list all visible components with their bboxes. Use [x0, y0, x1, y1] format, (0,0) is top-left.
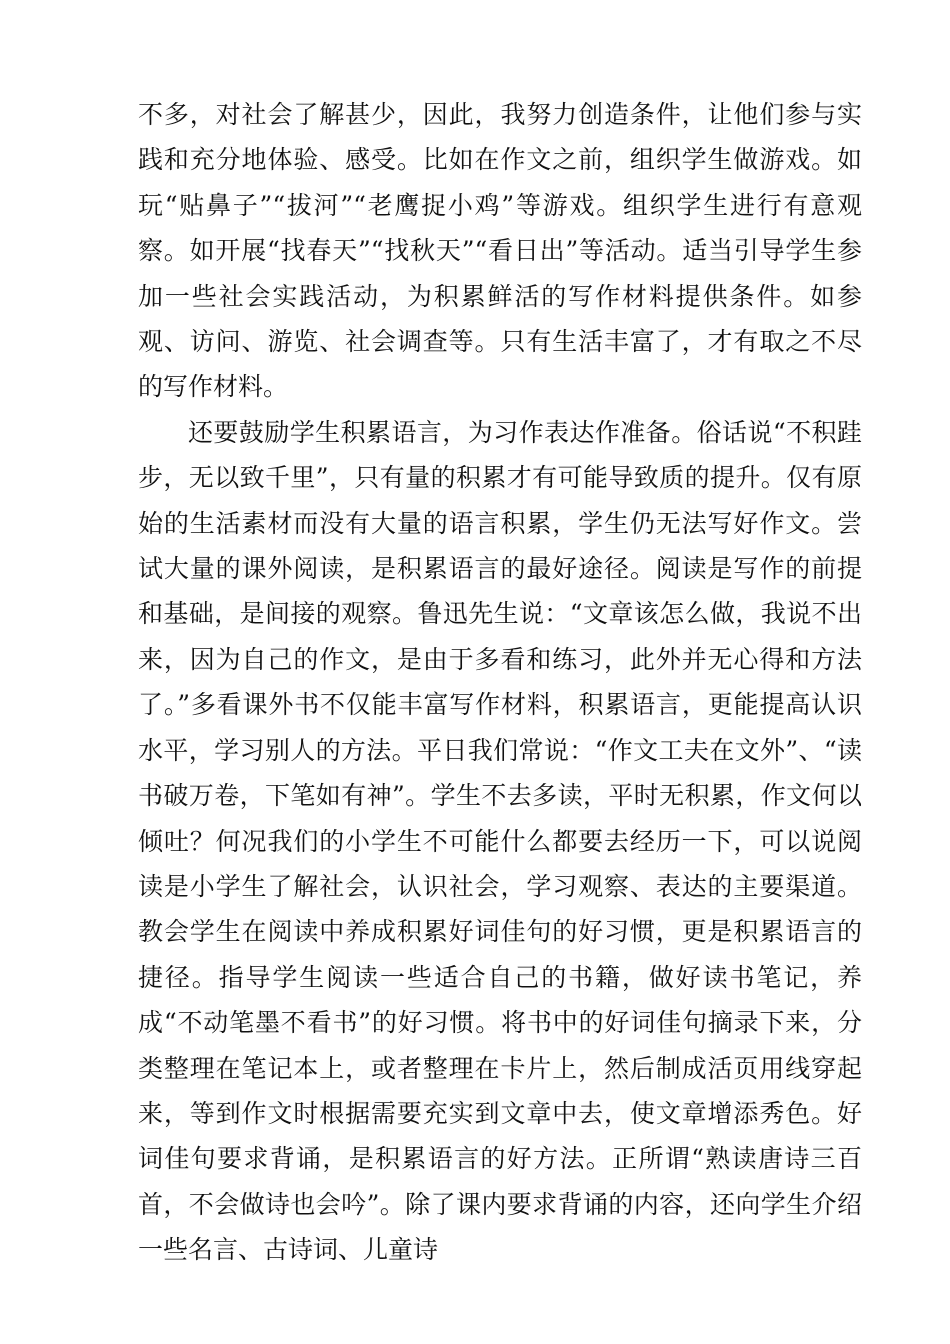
- paragraph-1: 不多，对社会了解甚少，因此，我努力创造条件，让他们参与实践和充分地体验、感受。比如在作文之前，组织学生做游戏。如玩“贴鼻子”“拔河”“老鹰捉小鸡”等游戏。组织学生进行有意观察。如开展“找春天”“找秋天”“看日出”等活动。适当引导学生参加一些社会实践活动，为积累鲜活的写作材料提供条件。如参观、访问、游览、社会调查等。只有生活丰富了，才有取之不尽的写作材料。: [138, 100, 862, 402]
- paragraph-2: 还要鼓励学生积累语言，为习作表达作准备。俗话说“不积跬步，无以致千里”，只有量的积累才有可能导致质的提升。仅有原始的生活素材而没有大量的语言积累，学生仍无法写好作文。尝试大量的课外阅读，是积累语言的最好途径。阅读是写作的前提和基础，是间接的观察。鲁迅先生说：“文章该怎么做，我说不出来，因为自己的作文，是由于多看和练习，此外并无心得和方法了。”多看课外书不仅能丰富写作材料，积累语言，更能提高认识水平，学习别人的方法。平日我们常说：“作文工夫在文外”、“读书破万卷，下笔如有神”。学生不去多读，平时无积累，作文何以倾吐？何况我们的小学生不可能什么都要去经历一下，可以说阅读是小学生了解社会，认识社会，学习观察、表达的主要渠道。教会学生在阅读中养成积累好词佳句的好习惯，更是积累语言的捷径。指导学生阅读一些适合自己的书籍，做好读书笔记，养成“不动笔墨不看书”的好习惯。将书中的好词佳句摘录下来，分类整理在笔记本上，或者整理在卡片上，然后制成活页用线穿起来，等到作文时根据需要充实到文章中去，使文章增添秀色。好词佳句要求背诵，是积累语言的好方法。正所谓“熟读唐诗三百首，不会做诗也会吟”。除了课内要求背诵的内容，还向学生介绍一些名言、古诗词、儿童诗: [138, 417, 862, 1265]
- body-text: [138, 92, 862, 1273]
